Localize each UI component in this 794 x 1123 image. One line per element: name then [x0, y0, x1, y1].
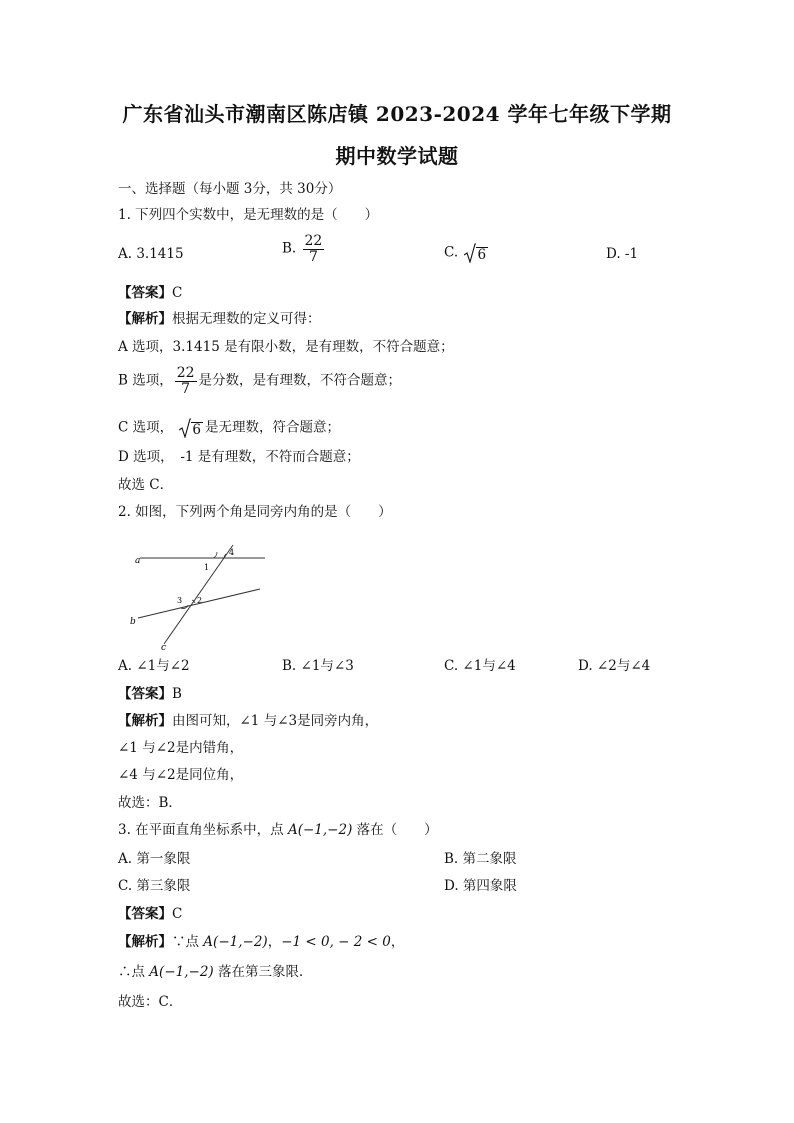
- q1-option-d: D. -1: [606, 246, 639, 262]
- q2-analysis-line2: ∠1 与∠2是内错角，: [118, 740, 244, 756]
- q1-analysis-d: D 选项， -1 是有理数，不符而合题意；: [118, 449, 360, 465]
- q3-analysis-point: A(−1,−2): [203, 934, 268, 950]
- fraction-numerator: 22: [176, 365, 195, 381]
- q1-analysis-b-fraction: [175, 366, 197, 396]
- q1-option-a: A. 3.1415: [118, 246, 184, 262]
- sqrt-radicand: 6: [477, 247, 487, 263]
- q3-option-c: C. 第三象限: [118, 878, 191, 894]
- q2-conclusion: 故选：B．: [118, 795, 182, 811]
- label-angle-1: 1: [204, 563, 210, 572]
- q1-analysis-c-suffix: 是无理数，符合题意；: [205, 419, 341, 436]
- q2-answer: [118, 685, 182, 703]
- q3-analysis-mid: ，: [267, 934, 282, 950]
- label-b: b: [130, 617, 136, 627]
- q3-answer-value: C: [172, 906, 183, 922]
- q3-stem-prefix: 3. 在平面直角坐标系中，点: [118, 822, 288, 838]
- q1-analysis-text: 根据无理数的定义可得：: [172, 311, 321, 327]
- q3-analysis-line2: [118, 963, 312, 981]
- q2-analysis-text: 由图可知，∠1 与∠3是同旁内角，: [172, 713, 379, 729]
- q1-analysis-c-prefix: C 选项，: [118, 419, 174, 436]
- doc-title-line1: 广东省汕头市潮南区陈店镇 2023-2024 学年七年级下学期: [122, 102, 672, 126]
- q1-option-c-label: C.: [444, 244, 459, 261]
- answer-tag: 【答案】: [118, 285, 172, 301]
- sqrt-sign-icon: [464, 243, 476, 263]
- q1-analysis-b-suffix: 是分数，是有理数，不符合题意；: [198, 372, 402, 389]
- label-angle-4: 4: [229, 548, 235, 557]
- q1-option-b-label: B.: [282, 240, 297, 257]
- q3-option-d: D. 第四象限: [444, 878, 517, 894]
- q3-line2-suffix: 落在第三象限．: [213, 964, 313, 980]
- q2-option-d: D. ∠2与∠4: [578, 658, 651, 674]
- label-angle-2: 2: [197, 596, 203, 605]
- q1-analysis-b: [118, 366, 401, 396]
- q2-stem: 2. 如图，下列两个角是同旁内角的是（ ）: [118, 504, 392, 520]
- q3-line2-point: A(−1,−2): [149, 964, 214, 980]
- q1-conclusion: 故选 C．: [118, 477, 174, 493]
- line-c: [164, 545, 233, 644]
- q1-analysis: [118, 310, 321, 328]
- doc-title-line2: 期中数学试题: [335, 144, 459, 168]
- label-a: a: [135, 556, 141, 566]
- q1-answer-value: C: [172, 285, 183, 301]
- q3-stem: [118, 821, 438, 839]
- q3-analysis-inequality: −1 < 0, − 2 < 0: [281, 934, 391, 950]
- q1-analysis-b-prefix: B 选项，: [118, 372, 173, 389]
- answer-tag: 【答案】: [118, 906, 172, 922]
- q3-conclusion: 故选：C．: [118, 994, 183, 1010]
- q1-option-c-sqrt: [464, 243, 488, 263]
- angle-1-arc: [213, 552, 217, 558]
- q1-option-b-fraction: [303, 234, 325, 264]
- label-angle-3: 3: [177, 596, 183, 605]
- section-heading: 一、选择题（每小题 3分，共 30分）: [118, 181, 342, 197]
- q2-analysis-line3: ∠4 与∠2是同位角，: [118, 767, 244, 783]
- q3-answer: [118, 905, 182, 923]
- sqrt-radicand: 6: [192, 422, 202, 438]
- q2-answer-value: B: [172, 686, 182, 702]
- q3-line2-prefix: ∴点: [118, 964, 150, 980]
- q3-analysis-suffix: ，: [390, 934, 405, 950]
- analysis-tag: 【解析】: [118, 713, 172, 729]
- q1-stem: 1. 下列四个实数中，是无理数的是（ ）: [118, 207, 379, 223]
- fraction-denominator: 7: [181, 380, 191, 397]
- analysis-tag: 【解析】: [118, 311, 172, 327]
- label-c: c: [161, 643, 167, 652]
- answer-tag: 【答案】: [118, 686, 172, 702]
- q1-analysis-c: [118, 418, 340, 438]
- q1-answer: [118, 284, 182, 302]
- analysis-tag: 【解析】: [118, 934, 172, 950]
- q1-option-b: [282, 234, 326, 264]
- q1-analysis-a: A 选项，3.1415 是有限小数，是有理数，不符合题意；: [118, 339, 454, 355]
- q2-option-a: A. ∠1与∠2: [118, 658, 190, 674]
- q3-option-a: A. 第一象限: [118, 851, 191, 867]
- q2-parallel-lines-figure: [120, 540, 280, 652]
- q1-analysis-c-sqrt: [179, 418, 203, 438]
- fraction-denominator: 7: [308, 248, 318, 265]
- q2-option-c: C. ∠1与∠4: [444, 658, 516, 674]
- q3-analysis-prefix: ∵点: [172, 934, 204, 950]
- fraction-numerator: 22: [304, 233, 323, 249]
- q2-option-b: B. ∠1与∠3: [282, 658, 354, 674]
- sqrt-sign-icon: [179, 418, 191, 438]
- q3-point: A(−1,−2): [287, 822, 353, 838]
- q3-stem-suffix: 落在（ ）: [352, 822, 438, 838]
- q2-analysis: [118, 712, 378, 730]
- q3-option-b: B. 第二象限: [444, 851, 517, 867]
- q1-option-c: [444, 243, 490, 263]
- q3-analysis: [118, 933, 404, 951]
